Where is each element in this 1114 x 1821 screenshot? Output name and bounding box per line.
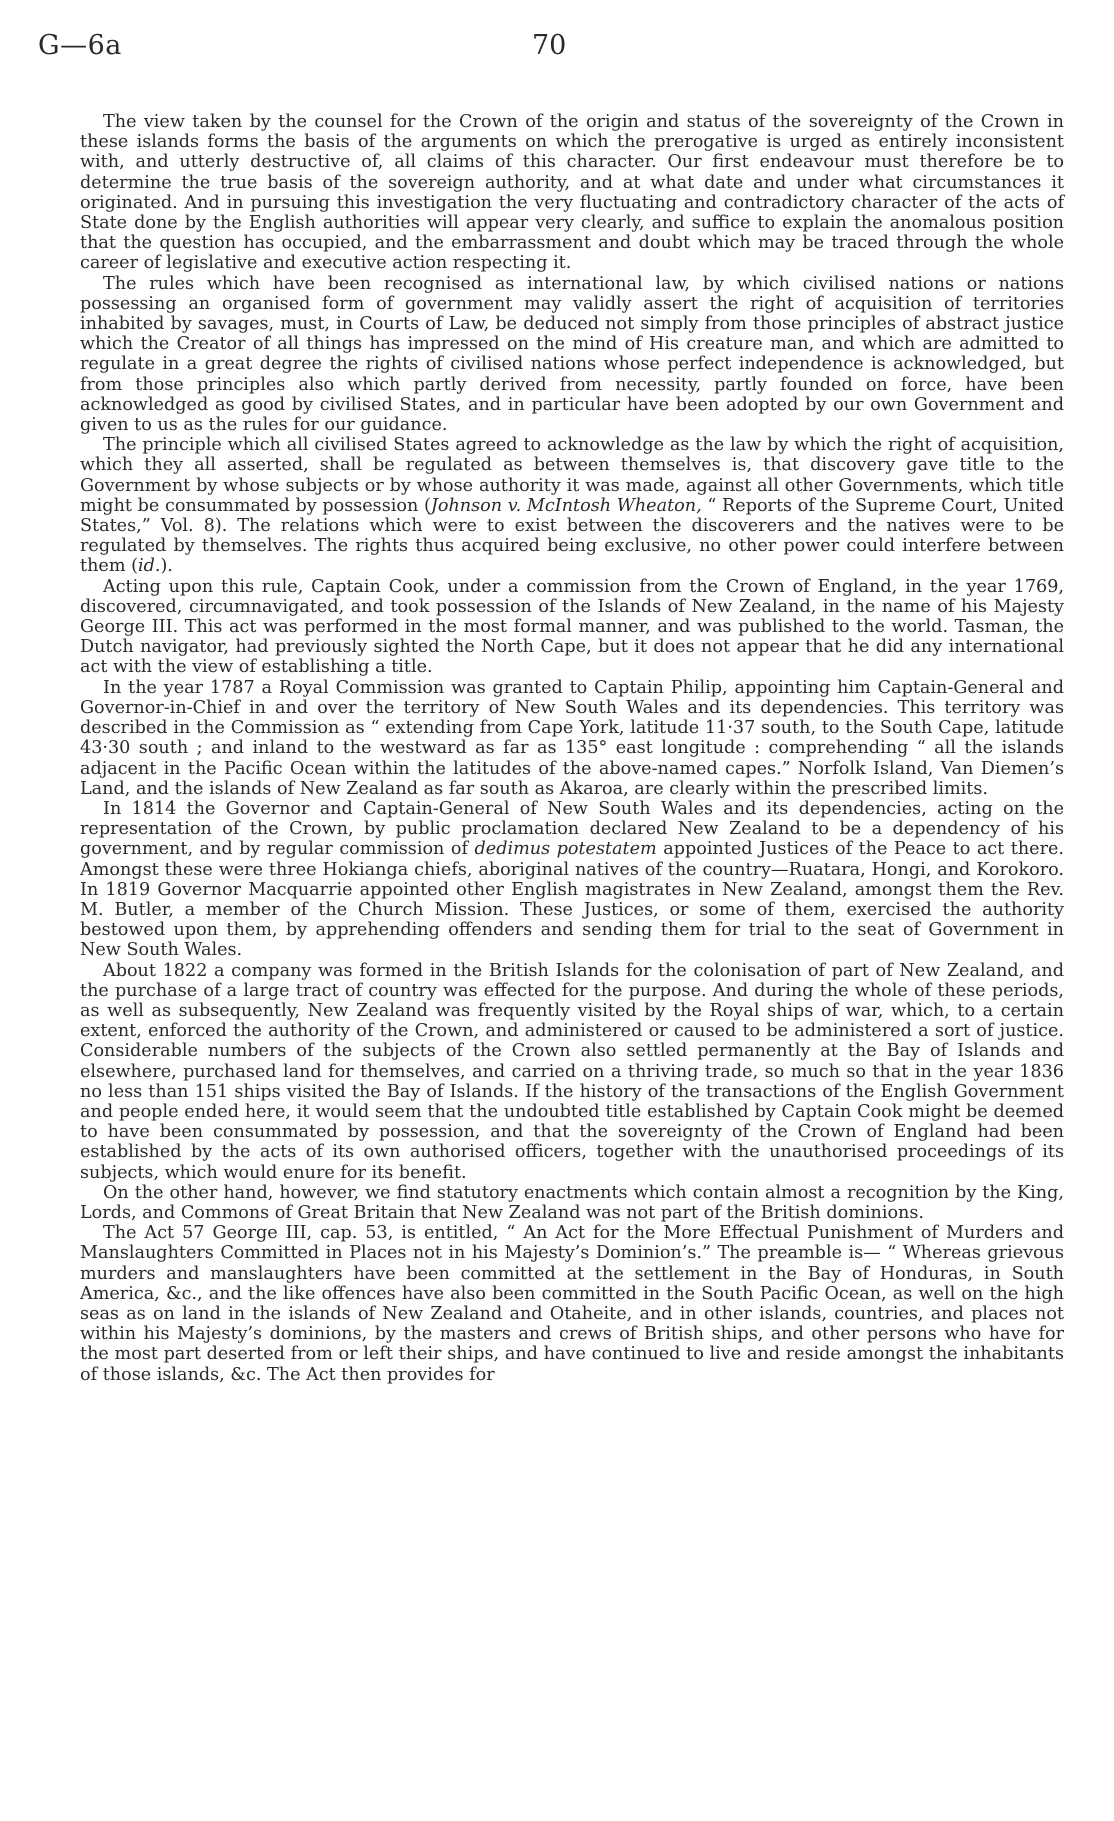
- paragraph-text: “ Reports of the Supreme Court, United States,” Vol. 8). The relations which were to exist between the discoverers and the natives were to be regulated by themselves. The rights thus acquired being exclusive, no other power could interfere between them (: [80, 495, 1064, 577]
- paragraph-1814-proclamation: [80, 799, 1064, 961]
- paragraph-discovery-principle: [80, 435, 1064, 576]
- paragraph-text: appointed Justices of the Peace to act there. Amongst these were three Hokianga chiefs, aboriginal natives of the country—Ruatara, Hongi, and Korokoro. In 1819 Governor Macquarrie appointed other English magistrates in New Zealand, amongst them the Rev. M. Butler, a member of the Church Mission. These Justices, or some of them, exercised the authority bestowed upon them, by apprehending offenders and sending them for trial to the seat of Government in New South Wales.: [80, 839, 1064, 961]
- paragraph-international-law: The rules which have been recognised as international law, by which civilised nations or nations possessing an organised form of government may validly assert the right of acquisition of territories inhabited by savages, must, in Courts of Law, be deduced not simply from those principles of abstract justice which the Creator of all things has impressed on the mind of His creature man, and which are admitted to regulate in a great degree the rights of civilised nations whose perfect independence is acknowledged, but from those principles also which partly derived from necessity, partly founded on force, have been acknowledged as good by civilised States, and in particular have been adopted by our own Government and given to us as the rules for our guidance.: [80, 273, 1064, 436]
- latin-term: dedimus potestatem: [474, 839, 657, 860]
- paragraph-text: The principle which all civilised States agreed to acknowledge as the law by which the right of acquisition, which they all asserted, shall be regulated as between themselves is, that discovery gave title to the Government by whose subjects or by whose authority it was made, against all other Governments, which title might be consummated by possession (: [80, 435, 1064, 516]
- paragraph-sovereignty-basis: The view taken by the counsel for the Crown of the origin and status of the sovereignty of the Crown in these islands forms the basis of the arguments on which the prerogative is urged as entirely inconsistent with, and utterly destructive of, all claims of this character. Our first endeavour must therefore be to determine the true basis of the sovereign authority, and at what date and under what circumstances it originated. And in pursuing this investigation the very fluctuating and contradictory character of the acts of State done by the English authorities will appear very clearly, and suffice to explain the anomalous position that the question has occupied, and the embarrassment and doubt which may be traced through the whole career of legislative and executive action respecting it.: [80, 112, 1064, 274]
- paragraph-colonisation-1822: About 1822 a company was formed in the British Islands for the colonisation of part of New Zealand, and the purchase of a large tract of country was effected for the purpose. And during the whole of these periods, as well as subsequently, New Zealand was frequently visited by the Royal ships of war, which, to a certain extent, enforced the authority of the Crown, and administered or caused to be administered a sort of justice. Considerable numbers of the subjects of the Crown also settled permanently at the Bay of Islands and elsewhere, purchased land for themselves, and carried on a thriving trade, so much so that in the year 1836 no less than 151 ships visited the Bay of Islands. If the history of the transactions of the English Government and people ended here, it would seem that the undoubted title established by Captain Cook might be deemed to have been consummated by possession, and that the sovereignty of the Crown of England had been established by the acts of its own authorised officers, together with the unauthorised proceedings of its subjects, which would enure for its benefit.: [80, 960, 1064, 1183]
- id-citation: id.: [137, 556, 161, 577]
- paragraph-text: In 1814 the Governor and Captain-General of New South Wales and its dependencies, acting on the representation of the Crown, by public proclamation declared New Zealand to be a dependency of his government, and by regular commission of: [80, 798, 1064, 860]
- paragraph-text: ).: [160, 556, 173, 577]
- paragraph-statutory-enactments: On the other hand, however, we find statutory enactments which contain almost a recognition by the King, Lords, and Commons of Great Britain that New Zealand was not part of the British dominions.: [80, 1182, 1064, 1223]
- paragraph-royal-commission-1787: In the year 1787 a Royal Commission was granted to Captain Philip, appointing him Captain-General and Governor-in-Chief in and over the territory of New South Wales and its dependencies. This territory was described in the Commission as “ extending from Cape York, latitude 11·37 south, to the South Cape, latitude 43·30 south ; and inland to the westward as far as 135° east longitude : comprehending “ all the islands adjacent in the Pacific Ocean within the latitudes of the above-named capes.” Norfolk Island, Van Diemen’s Land, and the islands of New Zealand as far south as Akaroa, are clearly within the prescribed limits.: [80, 677, 1064, 799]
- document-reference: G—6a: [38, 30, 122, 61]
- page-number: 70: [532, 30, 567, 61]
- paragraph-captain-cook: Acting upon this rule, Captain Cook, under a commission from the Crown of England, in the year 1769, discovered, circumnavigated, and took possession of the Islands of New Zealand, in the name of his Majesty George III. This act was performed in the most formal manner, and was published to the world. Tasman, the Dutch navigator, had previously sighted the North Cape, but it does not appear that he did any international act with the view of establishing a title.: [80, 576, 1064, 678]
- paragraph-act-57-george-iii: The Act 57 George III, cap. 53, is entitled, “ An Act for the More Effectual Punishment of Murders and Manslaughters Committed in Places not in his Majesty’s Dominion’s.” The preamble is— “ Whereas grievous murders and manslaughters have been committed at the settlement in the Bay of Honduras, in South America, &c., and the like offences have also been committed in the South Pacific Ocean, as well on the high seas as on land in the islands of New Zealand and Otaheite, and in other islands, countries, and places not within his Majesty’s dominions, by the masters and crews of British ships, and other persons who have for the most part deserted from or left their ships, and have continued to live and reside amongst the inhabitants of those islands, &c. The Act then provides for: [80, 1223, 1064, 1385]
- case-citation: Johnson v. McIntosh Wheaton,: [430, 495, 702, 516]
- page-header: [0, 30, 1114, 70]
- body-text: [80, 112, 1064, 1385]
